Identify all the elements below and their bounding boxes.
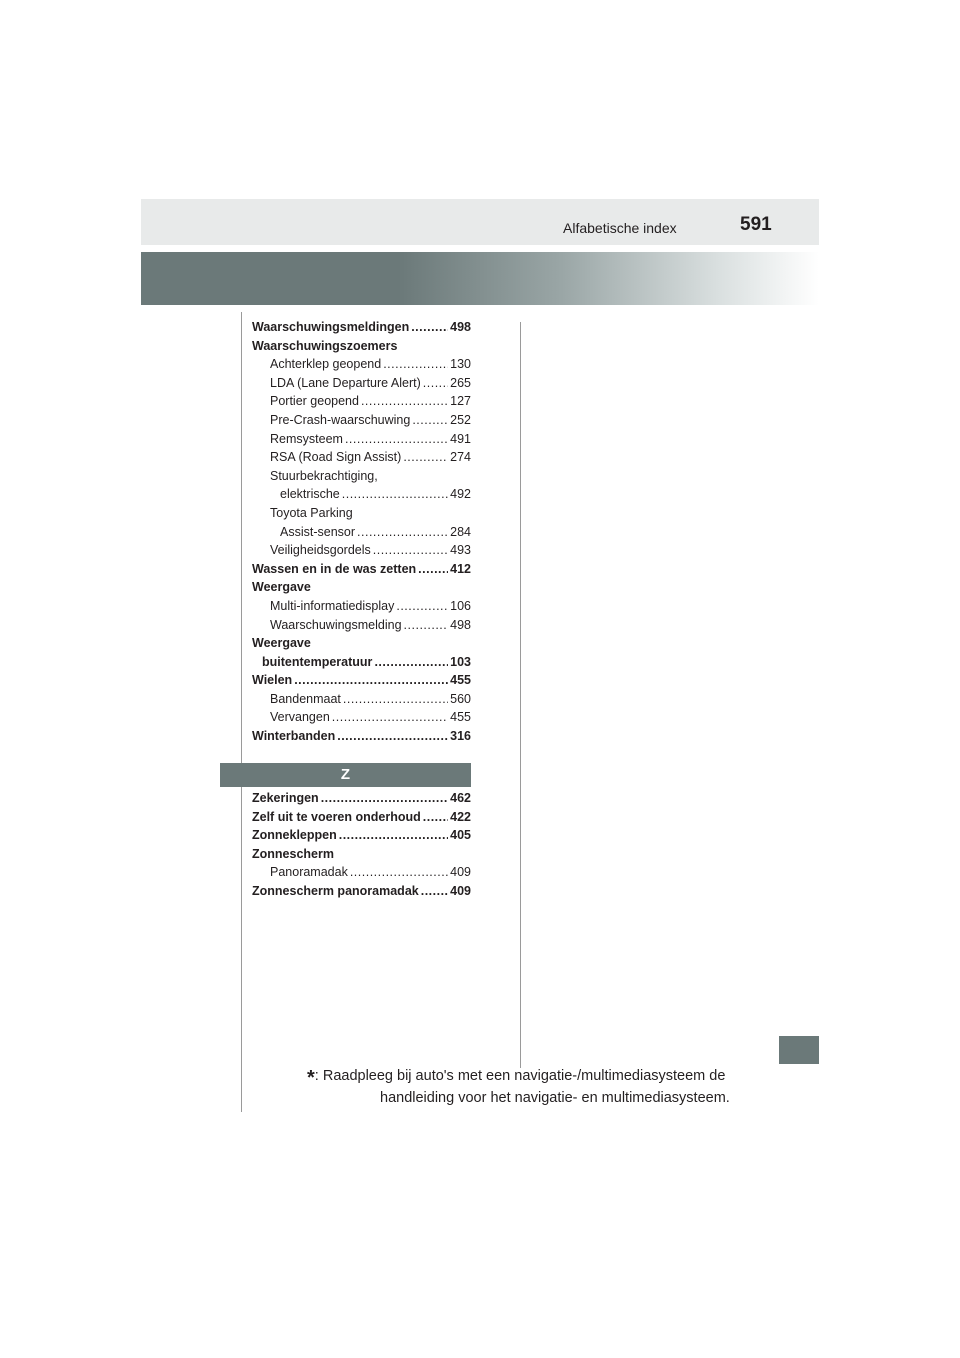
index-entry [252, 485, 471, 504]
index-entry-page: 455 [450, 710, 471, 725]
index-entry-label: buitentemperatuur [262, 654, 373, 669]
index-entry-label: Toyota Parking [270, 505, 353, 520]
index-entry [252, 467, 471, 486]
index-entry [252, 448, 471, 467]
chapter-tab [779, 1036, 819, 1064]
leader-dots [396, 597, 448, 616]
index-entry [252, 523, 471, 542]
leader-dots [373, 541, 448, 560]
index-entry-label: Zonnescherm [252, 846, 334, 861]
leader-dots [342, 485, 448, 504]
index-entry [252, 597, 471, 616]
index-entry-label: Waarschuwingszoemers [252, 338, 398, 353]
index-entry [252, 374, 471, 393]
index-entry-label: Weergave [252, 580, 311, 595]
index-list-z [252, 789, 471, 901]
index-entry-page: 493 [450, 543, 471, 558]
index-entry-label: Vervangen [270, 710, 330, 725]
index-entry [252, 541, 471, 560]
index-entry-page: 492 [450, 487, 471, 502]
index-entry [252, 808, 471, 827]
index-entry-label: Assist-sensor [280, 524, 356, 539]
letter-heading-z: Z [220, 763, 471, 787]
index-entry-label: Weergave [252, 636, 311, 651]
index-entry [252, 430, 471, 449]
index-entry-label: Portier geopend [270, 394, 359, 409]
index-entry [252, 616, 471, 635]
index-entry-label: Waarschuwingsmeldingen [252, 320, 410, 334]
index-entry [252, 708, 471, 727]
index-entry-page: 405 [450, 828, 471, 843]
index-entry-page: 316 [450, 729, 471, 744]
index-entry-label: Panoramadak [270, 865, 348, 880]
index-entry-page: 422 [450, 809, 471, 824]
index-entry-page: 127 [450, 394, 471, 409]
index-entry-label: Bandenmaat [270, 691, 341, 706]
index-entry-page: 412 [450, 561, 471, 576]
leader-dots [345, 430, 448, 449]
index-entry [252, 727, 471, 746]
leader-dots [357, 523, 448, 542]
leader-dots [404, 616, 449, 635]
footnote [307, 1066, 751, 1108]
index-entry [252, 355, 471, 374]
column-divider [520, 322, 521, 1068]
index-entry [252, 560, 471, 579]
index-entry-label: Zonnescherm panoramadak [252, 883, 419, 898]
leader-dots [339, 826, 448, 845]
leader-dots [332, 708, 448, 727]
index-entry-label: Stuurbekrachtiging, [270, 468, 378, 483]
leader-dots [321, 789, 448, 808]
index-entry-label: Veiligheidsgordels [270, 543, 371, 558]
leader-dots [421, 882, 448, 901]
index-entry-label: Multi-informatiedisplay [270, 598, 395, 613]
left-rule [241, 312, 242, 1112]
index-entry-page: 498 [450, 617, 471, 632]
index-entry [252, 392, 471, 411]
index-entry [252, 337, 471, 356]
index-entry [252, 411, 471, 430]
index-entry [252, 789, 471, 808]
leader-dots [383, 355, 448, 374]
footnote-line-2: handleiding voor het navigatie- en multimediasysteem. [380, 1090, 730, 1106]
index-entry [252, 863, 471, 882]
index-entry-label: Wielen [252, 673, 293, 688]
index-entry-page: 284 [450, 524, 471, 539]
index-entry-label: Achterklep geopend [270, 357, 382, 372]
index-entry-label: Zonnekleppen [252, 828, 337, 843]
index-entry-page: 106 [450, 598, 471, 613]
index-entry-page: 130 [450, 357, 471, 372]
index-entry [252, 504, 471, 523]
index-entry-label: Zekeringen [252, 791, 319, 805]
leader-dots [423, 808, 448, 827]
leader-dots [350, 863, 448, 882]
leader-dots [361, 392, 448, 411]
index-entry [252, 653, 471, 672]
index-entry [252, 318, 471, 337]
index-entry-page: 498 [450, 320, 471, 334]
index-entry-label: LDA (Lane Departure Alert) [270, 375, 421, 390]
footnote-marker: * [307, 1067, 315, 1089]
index-list-w [252, 318, 471, 746]
index-entry-label: elektrische [280, 487, 340, 502]
index-entry-label: Pre-Crash-waarschuwing [270, 412, 411, 427]
index-entry [252, 634, 471, 653]
index-entry-page: 274 [450, 450, 471, 465]
footnote-line-1: : Raadpleeg bij auto's met een navigatie-/multimediasysteem de [314, 1068, 726, 1084]
gradient-banner [141, 252, 819, 305]
index-entry-label: Waarschuwingsmelding [270, 617, 402, 632]
leader-dots [412, 411, 448, 430]
index-entry-page: 103 [450, 654, 471, 669]
index-entry-page: 462 [450, 791, 471, 805]
index-entry [252, 882, 471, 901]
section-title: Alfabetische index [563, 220, 677, 236]
index-entry-page: 455 [450, 673, 471, 688]
index-entry-page: 409 [450, 883, 471, 898]
leader-dots [337, 727, 448, 746]
index-entry-label: Remsysteem [270, 431, 343, 446]
index-entry [252, 826, 471, 845]
leader-dots [418, 560, 448, 579]
index-entry-label: RSA (Road Sign Assist) [270, 450, 402, 465]
leader-dots [403, 448, 448, 467]
index-entry-label: Zelf uit te voeren onderhoud [252, 809, 421, 824]
index-entry-label: Winterbanden [252, 729, 336, 744]
index-entry-page: 265 [450, 375, 471, 390]
index-entry-label: Wassen en in de was zetten [252, 561, 417, 576]
index-entry [252, 671, 471, 690]
leader-dots [294, 671, 448, 690]
leader-dots [374, 653, 448, 672]
leader-dots [411, 318, 448, 337]
page-number: 591 [740, 214, 772, 235]
index-entry [252, 578, 471, 597]
index-entry [252, 690, 471, 709]
index-entry-page: 560 [450, 691, 471, 706]
header-band [141, 199, 819, 245]
leader-dots [423, 374, 448, 393]
index-entry-page: 252 [450, 412, 471, 427]
index-entry [252, 845, 471, 864]
leader-dots [343, 690, 448, 709]
index-entry-page: 409 [450, 865, 471, 880]
index-entry-page: 491 [450, 431, 471, 446]
